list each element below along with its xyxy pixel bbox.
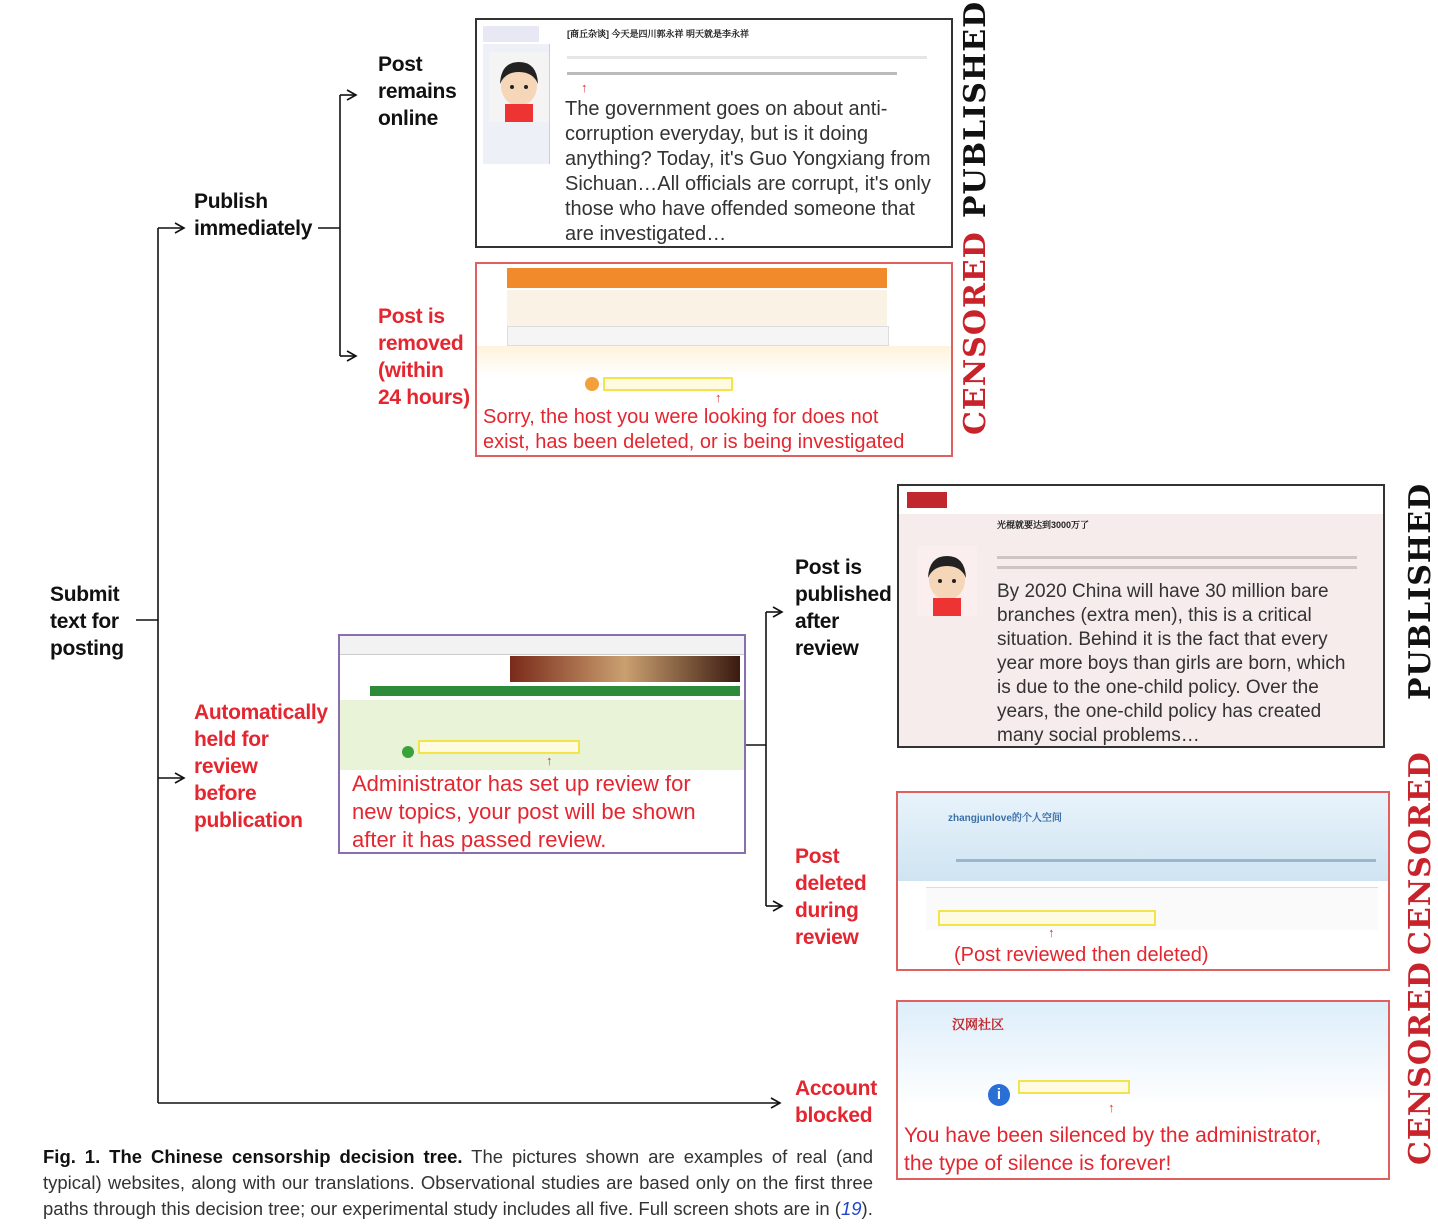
node-post-remains-online: Post remains online [378,53,457,130]
stamp-censored-2: CENSORED [1403,751,1438,955]
screenshot-account-silenced [896,1000,1390,1180]
screenshot-forum-post-after-review [897,484,1385,748]
site-banner [510,656,740,682]
personal-space-title: zhangjunlove的个人空间 [948,813,1062,824]
arrow-pointer-icon: ↑ [581,80,588,95]
node-held-for-review: Automatically held for review before publication [194,701,328,832]
node-post-removed: Post is removed (within 24 hours) [378,305,470,409]
site-search-bar [507,326,889,346]
forum-user-header [483,26,539,42]
highlight-box-shot2 [603,377,733,391]
caption-end: ). [861,1198,873,1219]
site-green-menu [370,686,740,696]
screenshot-host-deleted [475,262,953,457]
stamp-censored-1: CENSORED [958,231,993,435]
caption-text: The pictures shown are examples of real (and typical) websites, along with our translations. Observational studies are based only on the first three paths through this decision tree; our experimental study includes all five. Full screen shots are in ( [43,1146,873,1219]
arrow-pointer-icon: ↑ [1108,1100,1115,1115]
figure-caption [43,1144,873,1222]
node-account-blocked: Account blocked [795,1077,877,1127]
arrow-pointer-icon: ↑ [1048,925,1055,940]
translation-shot3: Administrator has set up review for new topics, your post will be shown after it has passed review. [352,771,696,852]
translation-shot1: The government goes on about anti- corruption everyday, but is it doing anything? Today, it's Guo Yongxiang from Sichuan…All officials are corrupt, it's only those who have offended someone that are investigated… [565,98,931,245]
caption-title: Fig. 1. The Chinese censorship decision tree. [43,1146,463,1167]
warning-icon [585,377,599,391]
reply-button [907,492,947,508]
caption-reference-link[interactable]: 19 [840,1198,862,1219]
site-nav-bar [507,268,887,288]
arrow-pointer-icon: ↑ [546,753,553,768]
node-published-after-review: Post is published after review [795,556,892,660]
highlight-box-shot6 [1018,1080,1130,1094]
node-deleted-during-review: Post deleted during review [795,845,867,949]
arrow-pointer-icon: ↑ [715,390,722,405]
check-icon [402,746,414,758]
forum-post-title: [商丘杂谈] 今天是四川郭永祥 明天就是李永祥 [567,29,749,39]
info-icon: i [988,1084,1010,1106]
screenshot-forum-post-published [475,18,953,248]
forum-post-title: 光棍就要达到3000万了 [997,520,1090,530]
stamp-published-1: PUBLISHED [958,0,993,218]
site-top-nav [340,636,744,655]
highlight-box-shot3 [418,740,580,754]
stamp-published-2: PUBLISHED [1403,482,1438,700]
node-submit-text: Submit text for posting [50,583,124,660]
screenshot-personal-space [896,791,1390,971]
user-avatar-icon [917,546,977,616]
user-avatar-icon [489,52,549,122]
node-publish-immediately: Publish immediately [194,190,313,240]
translation-shot6: You have been silenced by the administrator, the type of silence is forever! [904,1124,1322,1175]
screenshot-review-notice [338,634,746,854]
site-logo: 汉网社区 [952,1017,1005,1032]
translation-shot5: (Post reviewed then deleted) [954,944,1209,966]
stamp-censored-3: CENSORED [1403,961,1438,1165]
highlight-box-shot5 [938,910,1156,926]
translation-shot4: By 2020 China will have 30 million bare branches (extra men), this is a critical situation. Behind it is the fact that every year more boys than girls are born, which is due to the one-child policy. Over the years, the one-child policy has created many social problems… [997,581,1346,746]
translation-shot2: Sorry, the host you were looking for does not exist, has been deleted, or is being investigated [483,406,905,453]
